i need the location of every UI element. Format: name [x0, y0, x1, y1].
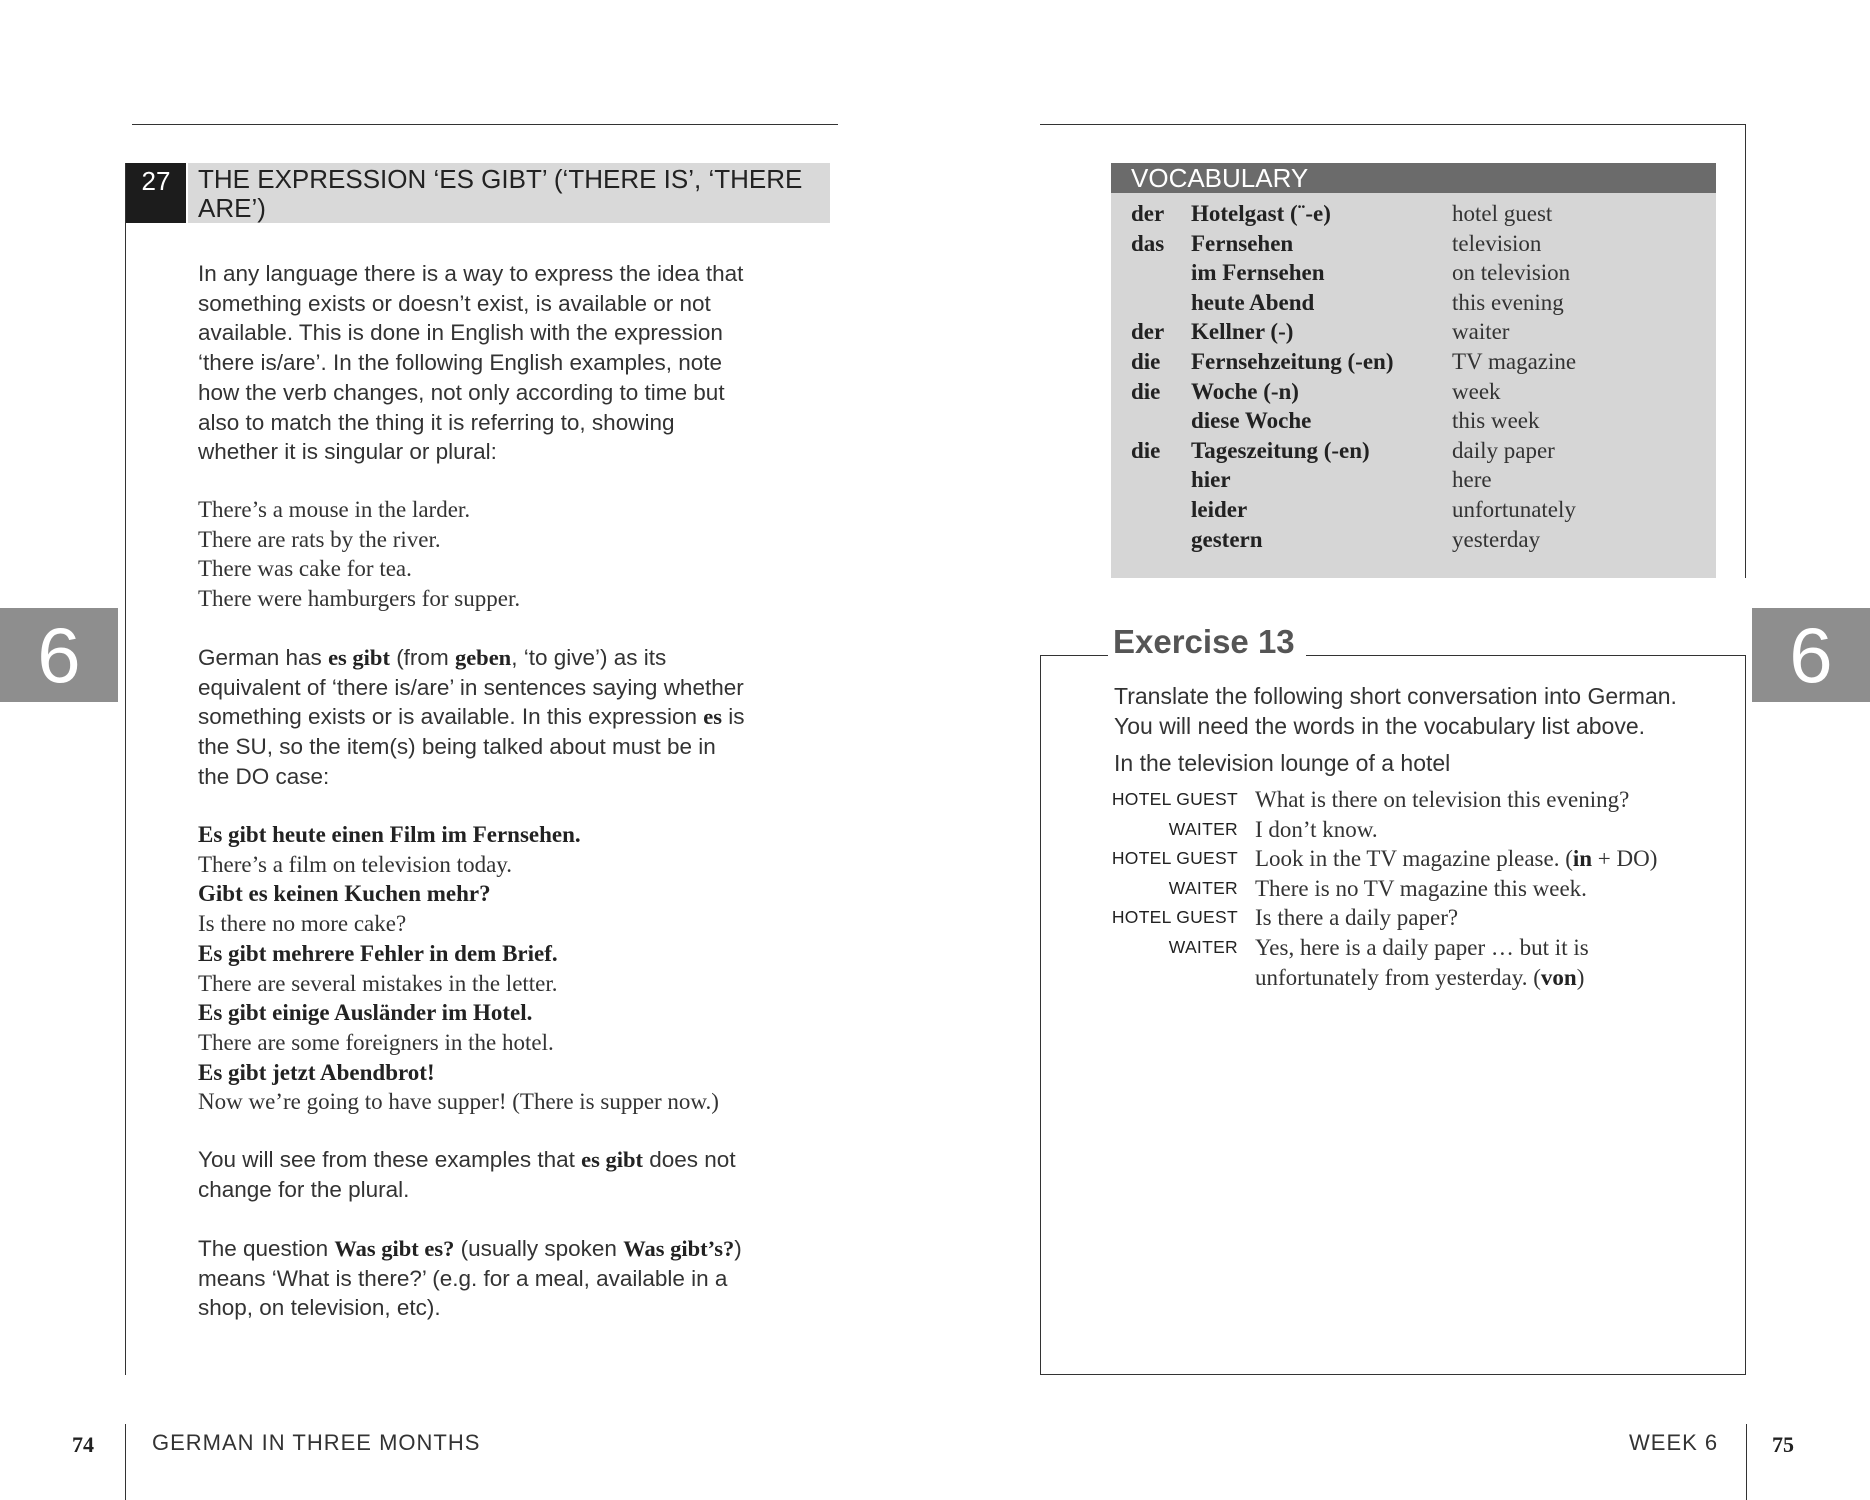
example-translation: There’s a film on television today.: [198, 851, 513, 877]
exercise-frame-top-left: [1040, 655, 1108, 656]
vocab-word: gestern: [1191, 526, 1263, 552]
vocabulary-heading: VOCABULARY: [1111, 163, 1716, 193]
vocab-row: [1111, 317, 1716, 347]
vocab-row: [1111, 406, 1716, 436]
vocab-meaning: hotel guest: [1452, 201, 1553, 226]
vocab-article: der: [1131, 201, 1165, 226]
page-number-right: 75: [1772, 1432, 1794, 1457]
vocab-row: [1111, 436, 1716, 466]
vocab-meaning: this week: [1452, 408, 1540, 434]
vocab-row: [1111, 465, 1716, 495]
dialogue-text: Look in the TV magazine please. (in + DO): [1255, 846, 1658, 872]
vocab-meaning: this evening: [1452, 289, 1564, 315]
exercise-frame-top-right: [1306, 655, 1746, 656]
footer-week-title: WEEK 6: [1629, 1430, 1719, 1455]
text-line: available. This is done in English with the expression: [198, 320, 723, 346]
dialogue-text: Yes, here is a daily paper … but it is: [1255, 935, 1589, 960]
text-line: The question Was gibt es? (usually spoken Was gibt’s?): [198, 1236, 742, 1261]
chapter-tab-right: 6: [1752, 608, 1870, 702]
text-line: means ‘What is there?’ (e.g. for a meal, available in a: [198, 1265, 728, 1291]
example-translation: There are some foreigners in the hotel.: [198, 1029, 554, 1055]
english-example: There are rats by the river.: [198, 526, 441, 552]
english-example: There were hamburgers for supper.: [198, 586, 521, 612]
vocab-article: der: [1131, 319, 1165, 345]
footer-divider-right: [1746, 1424, 1747, 1500]
dialogue-text: There is no TV magazine this week.: [1255, 875, 1587, 901]
exercise-title: Exercise 13: [1113, 623, 1295, 660]
footer-book-title: GERMAN IN THREE MONTHS: [152, 1430, 481, 1455]
top-rule-left: [132, 124, 838, 125]
dialogue-line: [1060, 815, 1740, 845]
vocab-row: [1111, 495, 1716, 525]
vocab-row: [1111, 288, 1716, 318]
vocab-word: Woche (-n): [1191, 378, 1299, 404]
dialogue-text: I don’t know.: [1255, 816, 1378, 842]
german-example: Gibt es keinen Kuchen mehr?: [198, 881, 491, 907]
vocab-article: die: [1131, 349, 1161, 374]
vocab-row: [1111, 229, 1716, 259]
dialogue-line: [1060, 933, 1740, 963]
text-line: You will need the words in the vocabulary list above.: [1114, 713, 1646, 739]
footer-divider-left: [125, 1424, 126, 1500]
vocab-row: [1111, 199, 1716, 229]
exercise-frame-right: [1745, 655, 1746, 1375]
dialogue-line: [1060, 785, 1740, 815]
dialogue-line: [1060, 963, 1740, 993]
exercise-frame-bottom: [1040, 1374, 1746, 1375]
vocab-word: heute Abend: [1191, 289, 1315, 315]
dialogue-text: unfortunately from yesterday. (von): [1255, 964, 1585, 990]
example-translation: There are several mistakes in the letter.: [198, 970, 558, 996]
question-paragraph: [198, 1234, 818, 1323]
chapter-tab-left: 6: [0, 608, 118, 702]
text-line: also to match the thing it is referring to, showing: [198, 409, 675, 435]
speaker-label: HOTEL GUEST: [1111, 907, 1238, 928]
exercise-frame-left: [1040, 655, 1041, 1375]
text-line: shop, on television, etc).: [198, 1295, 441, 1321]
vocab-word: Tageszeitung (-en): [1191, 437, 1370, 463]
english-example: There’s a mouse in the larder.: [198, 497, 471, 522]
vocab-row: [1111, 377, 1716, 407]
vocab-meaning: TV magazine: [1452, 349, 1577, 374]
exercise-setting: In the television lounge of a hotel: [1114, 750, 1451, 776]
speaker-label: WAITER: [1168, 818, 1238, 839]
vocab-word: im Fernsehen: [1191, 260, 1325, 286]
speaker-label: WAITER: [1168, 937, 1238, 957]
vocab-word: Fernsehzeitung (-en): [1191, 349, 1394, 374]
english-example: There was cake for tea.: [198, 556, 412, 582]
vocab-meaning: yesterday: [1452, 526, 1541, 552]
example-translation: Is there no more cake?: [198, 911, 407, 937]
vocab-meaning: here: [1452, 467, 1492, 493]
vocab-meaning: television: [1452, 230, 1542, 256]
vocab-row: [1111, 347, 1716, 377]
text-line: German has es gibt (from geben, ‘to give’) as its: [198, 645, 667, 670]
text-line: ‘there is/are’. In the following English examples, note: [198, 350, 723, 376]
german-examples: [198, 820, 858, 1117]
vocab-word: diese Woche: [1191, 408, 1312, 434]
vocab-meaning: waiter: [1452, 319, 1510, 345]
vocab-row: [1111, 525, 1716, 555]
english-examples: [198, 495, 818, 614]
vocab-meaning: week: [1452, 378, 1501, 404]
section-header: [188, 163, 830, 223]
dialogue-line: [1060, 874, 1740, 904]
german-example: Es gibt mehrere Fehler in dem Brief.: [198, 940, 558, 966]
text-line: You will see from these examples that es gibt does not: [198, 1147, 736, 1172]
intro-paragraph: [198, 259, 818, 467]
dialogue-line: [1060, 844, 1740, 874]
text-line: how the verb changes, not only according to time but: [198, 379, 725, 405]
vocab-word: Kellner (-): [1191, 319, 1294, 345]
page-number-left: 74: [72, 1432, 94, 1457]
german-example: Es gibt einige Ausländer im Hotel.: [198, 1000, 533, 1026]
vocab-word: Hotelgast (¨-e): [1191, 201, 1331, 226]
text-line: Translate the following short conversation into German.: [1114, 683, 1677, 709]
text-line: something exists or doesn’t exist, is available or not: [198, 290, 711, 316]
right-margin-rule: [1745, 124, 1746, 578]
text-line: the SU, so the item(s) being talked about must be in: [198, 734, 716, 760]
vocab-word: hier: [1191, 467, 1231, 493]
text-line: equivalent of ‘there is/are’ in sentences saying whether: [198, 674, 744, 700]
vocab-meaning: daily paper: [1452, 437, 1555, 463]
vocab-article: die: [1131, 437, 1161, 463]
exercise-instructions: [1114, 681, 1734, 741]
speaker-label: HOTEL GUEST: [1111, 848, 1238, 869]
dialogue-text: Is there a daily paper?: [1255, 905, 1459, 931]
section-number: 27: [126, 163, 186, 223]
german-example: Es gibt heute einen Film im Fernsehen.: [198, 822, 581, 847]
top-rule-right: [1040, 124, 1746, 125]
german-example: Es gibt jetzt Abendbrot!: [198, 1059, 435, 1085]
vocabulary-box: [1111, 163, 1716, 578]
text-line: whether it is singular or plural:: [198, 439, 497, 465]
speaker-label: WAITER: [1168, 877, 1238, 898]
vocab-article: die: [1131, 378, 1161, 404]
example-translation: Now we’re going to have supper! (There is supper now.): [198, 1089, 719, 1115]
text-line: In any language there is a way to express the idea that: [198, 261, 744, 286]
vocab-word: leider: [1191, 497, 1248, 522]
german-paragraph: [198, 643, 818, 792]
left-margin-rule: [125, 163, 126, 1375]
vocab-meaning: unfortunately: [1452, 497, 1576, 522]
vocab-word: Fernsehen: [1191, 230, 1294, 256]
vocab-article: das: [1131, 230, 1165, 256]
section-title: THE EXPRESSION ‘ES GIBT’ (‘THERE IS’, ‘THERE ARE’): [198, 164, 803, 223]
dialogue-line: [1060, 903, 1740, 933]
plural-paragraph: [198, 1145, 818, 1204]
dialogue-text: What is there on television this evening?: [1255, 787, 1630, 812]
speaker-label: HOTEL GUEST: [1111, 789, 1238, 809]
vocab-meaning: on television: [1452, 260, 1571, 286]
text-line: something exists or is available. In this expression es is: [198, 704, 745, 730]
vocab-row: [1111, 258, 1716, 288]
text-line: change for the plural.: [198, 1176, 410, 1202]
text-line: the DO case:: [198, 763, 330, 789]
